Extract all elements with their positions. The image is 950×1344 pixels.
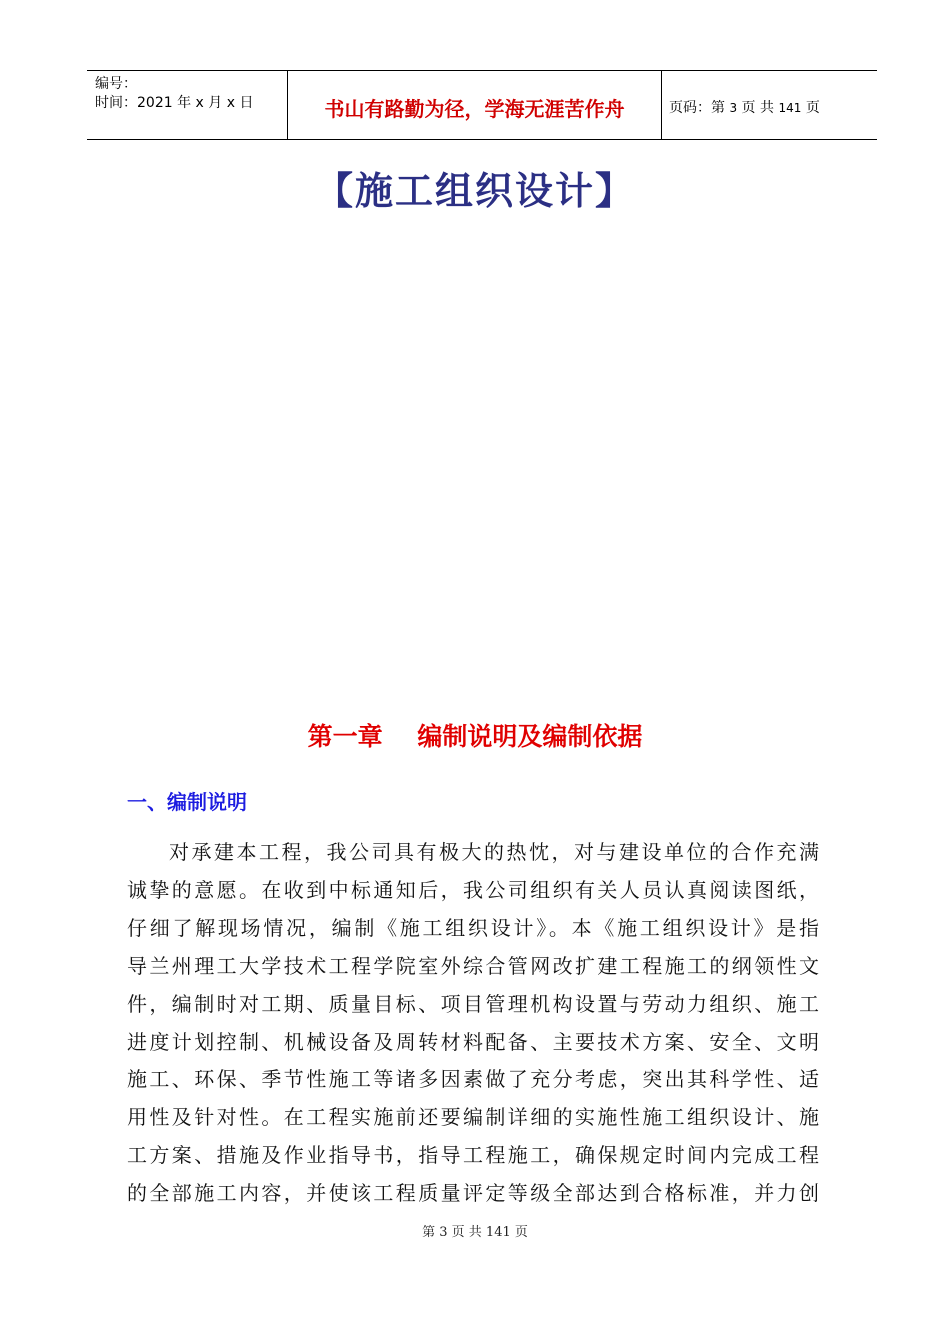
document-title: 【施工组织设计】 — [314, 168, 635, 213]
page-header — [87, 70, 877, 140]
body-line: 仔细了解现场情况，编制《施工组织设计》。本《施工组织设计》是指 — [127, 915, 819, 940]
body-line: 件，编制时对工期、质量目标、项目管理机构设置与劳动力组织、施工 — [127, 991, 819, 1016]
body-line: 进度计划控制、机械设备及周转材料配备、主要技术方案、安全、文明 — [127, 1029, 819, 1054]
chapter-title: 第一章 编制说明及编制依据 — [307, 722, 643, 751]
header-divider — [661, 71, 662, 139]
body-line: 对承建本工程，我公司具有极大的热忱，对与建设单位的合作充满 — [169, 840, 819, 864]
page-end: 页 — [805, 100, 820, 116]
body-line: 用性及针对性。在工程实施前还要编制详细的实施性施工组织设计、施 — [127, 1105, 819, 1130]
body-line: 施工、环保、季节性施工等诸多因素做了充分考虑，突出其科学性、适 — [127, 1067, 819, 1092]
page-footer: 第 3 页 共 141 页 — [422, 1225, 528, 1240]
page-current: 3 — [729, 101, 738, 115]
page-mid: 页 共 — [741, 100, 774, 116]
page-label: 页码：第 — [669, 100, 725, 116]
header-motto: 书山有路勤为径，学海无涯苦作舟 — [324, 97, 625, 121]
body-line: 导兰州理工大学技术工程学院室外综合管网改扩建工程施工的纲领性文 — [127, 953, 819, 978]
document-number-label: 编号： — [95, 76, 137, 92]
section-title: 一、编制说明 — [127, 790, 247, 814]
header-meta — [95, 75, 253, 113]
header-page-number — [669, 97, 820, 117]
body-line: 诚挚的意愿。在收到中标通知后，我公司组织有关人员认真阅读图纸， — [127, 877, 819, 902]
body-line: 的全部施工内容，并使该工程质量评定等级全部达到合格标准，并力创 — [127, 1181, 819, 1206]
page-total: 141 — [778, 101, 802, 115]
body-paragraph — [127, 834, 819, 1213]
document-time-label: 时间：2021 年 x 月 x 日 — [95, 95, 254, 111]
body-line: 工方案、措施及作业指导书，指导工程施工，确保规定时间内完成工程 — [127, 1143, 819, 1168]
